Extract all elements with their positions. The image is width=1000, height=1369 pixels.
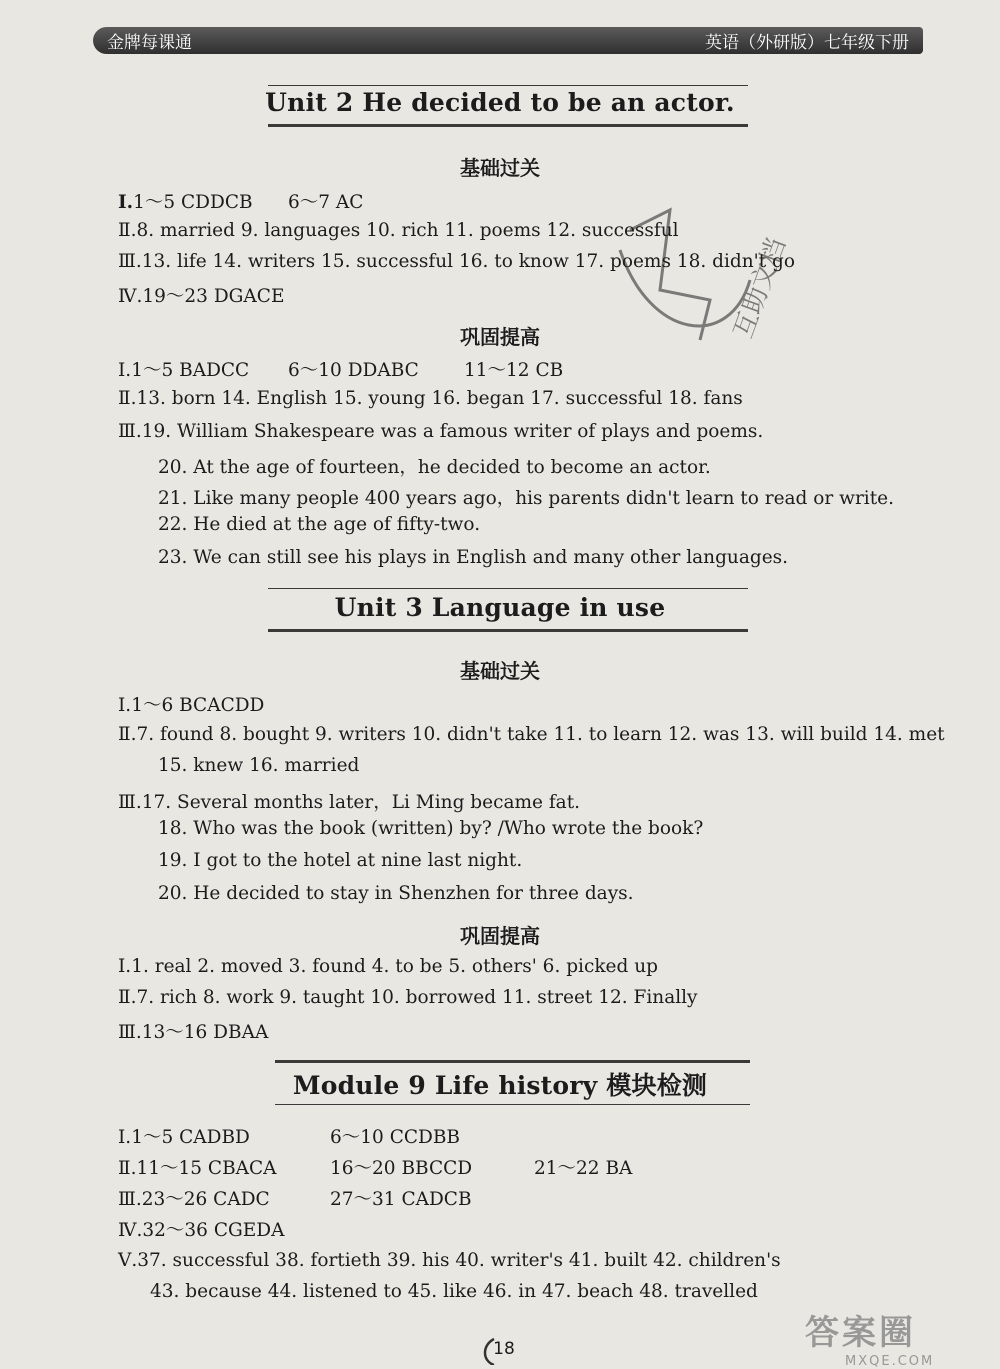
svg-text:互助文档: 互助文档 — [728, 234, 793, 343]
answer-line: Ⅴ.37. successful 38. fortieth 39. his 40. writer's 41. built 42. children's — [118, 1250, 781, 1271]
answer-line: Ⅱ.8. married 9. languages 10. rich 11. poems 12. successful — [118, 220, 679, 241]
answer-line: 21～22 BA — [534, 1158, 633, 1179]
answer-line: 11～12 CB — [464, 360, 564, 381]
answer-line: 23. We can still see his plays in English and many other languages. — [158, 547, 789, 568]
answer-line: 21. Like many people 400 years ago，his parents didn't learn to read or write. — [158, 488, 894, 509]
answer-line: 43. because 44. listened to 45. like 46. in 47. beach 48. travelled — [150, 1281, 758, 1302]
book-subject-title: 英语（外研版）七年级下册 — [705, 33, 909, 53]
module9-title-rule-top — [275, 1060, 750, 1063]
answer-line: Ⅰ.1. real 2. moved 3. found 4. to be 5. others' 6. picked up — [118, 956, 658, 977]
page-header — [93, 27, 923, 54]
book-series-title: 金牌每课通 — [107, 33, 192, 53]
answer-line: 18. Who was the book (written) by? /Who wrote the book? — [158, 818, 704, 839]
unit2-basic-heading: 基础过关 — [460, 156, 540, 180]
answer-line: Ⅱ.11～15 CBACA — [118, 1158, 277, 1179]
answer-line: 6～10 DDABC — [288, 360, 419, 381]
module9-title-rule-bottom — [275, 1104, 750, 1105]
module9-title: Module 9 Life history 模块检测 — [292, 1071, 708, 1100]
answer-line: Ⅲ.13～16 DBAA — [118, 1022, 269, 1043]
answer-line: 6～7 AC — [288, 192, 364, 213]
answer-line: Ⅳ.32～36 CGEDA — [118, 1220, 285, 1241]
answer-line: Ⅰ.1～5 CADBD — [118, 1127, 250, 1148]
watermark-logo: 答案圈 MXQE.COM — [805, 1313, 935, 1369]
unit2-title-rule-top — [268, 85, 748, 86]
unit2-improve-heading: 巩固提高 — [460, 325, 540, 349]
answer-line: Ⅲ.13. life 14. writers 15. successful 16. to know 17. poems 18. didn't go — [118, 251, 796, 272]
answer-line: Ⅳ.19～23 DGACE — [118, 286, 285, 307]
answer-line: 22. He died at the age of fifty-two. — [158, 514, 481, 535]
answer-line: Ⅱ.7. found 8. bought 9. writers 10. didn't take 11. to learn 12. was 13. will build 14. met — [118, 724, 945, 745]
unit2-title: Unit 2 He decided to be an actor. — [265, 88, 735, 117]
answer-line: 19. I got to the hotel at nine last night. — [158, 850, 523, 871]
answer-line: Ⅱ.13. born 14. English 15. young 16. began 17. successful 18. fans — [118, 388, 743, 409]
unit2-title-rule-bottom — [268, 124, 748, 127]
answer-line: 16～20 BBCCD — [330, 1158, 473, 1179]
answer-line: 15. knew 16. married — [158, 755, 360, 776]
answer-line: Ⅰ.1～5 CDDCB — [118, 192, 253, 213]
answer-line: 27～31 CADCB — [330, 1189, 472, 1210]
unit3-title-rule-bottom — [268, 629, 748, 632]
answer-line: Ⅲ.23～26 CADC — [118, 1189, 270, 1210]
unit3-basic-heading: 基础过关 — [460, 659, 540, 683]
answer-line: 6～10 CCDBB — [330, 1127, 461, 1148]
unit3-title-rule-top — [268, 588, 748, 589]
answer-line: Ⅲ.19. William Shakespeare was a famous writer of plays and poems. — [118, 421, 764, 442]
answer-line: Ⅰ.1～5 BADCC — [118, 360, 250, 381]
answer-line: 20. He decided to stay in Shenzhen for three days. — [158, 883, 634, 904]
answer-line: Ⅰ.1～6 BCACDD — [118, 695, 265, 716]
answer-line: Ⅱ.7. rich 8. work 9. taught 10. borrowed 11. street 12. Finally — [118, 987, 698, 1008]
stamp-mark — [600, 190, 810, 360]
page-number: 18 — [480, 1335, 520, 1365]
unit3-improve-heading: 巩固提高 — [460, 924, 540, 948]
answer-line: Ⅲ.17. Several months later，Li Ming became fat. — [118, 792, 581, 813]
answer-line: 20. At the age of fourteen，he decided to become an actor. — [158, 457, 711, 478]
unit3-title: Unit 3 Language in use — [334, 593, 666, 622]
